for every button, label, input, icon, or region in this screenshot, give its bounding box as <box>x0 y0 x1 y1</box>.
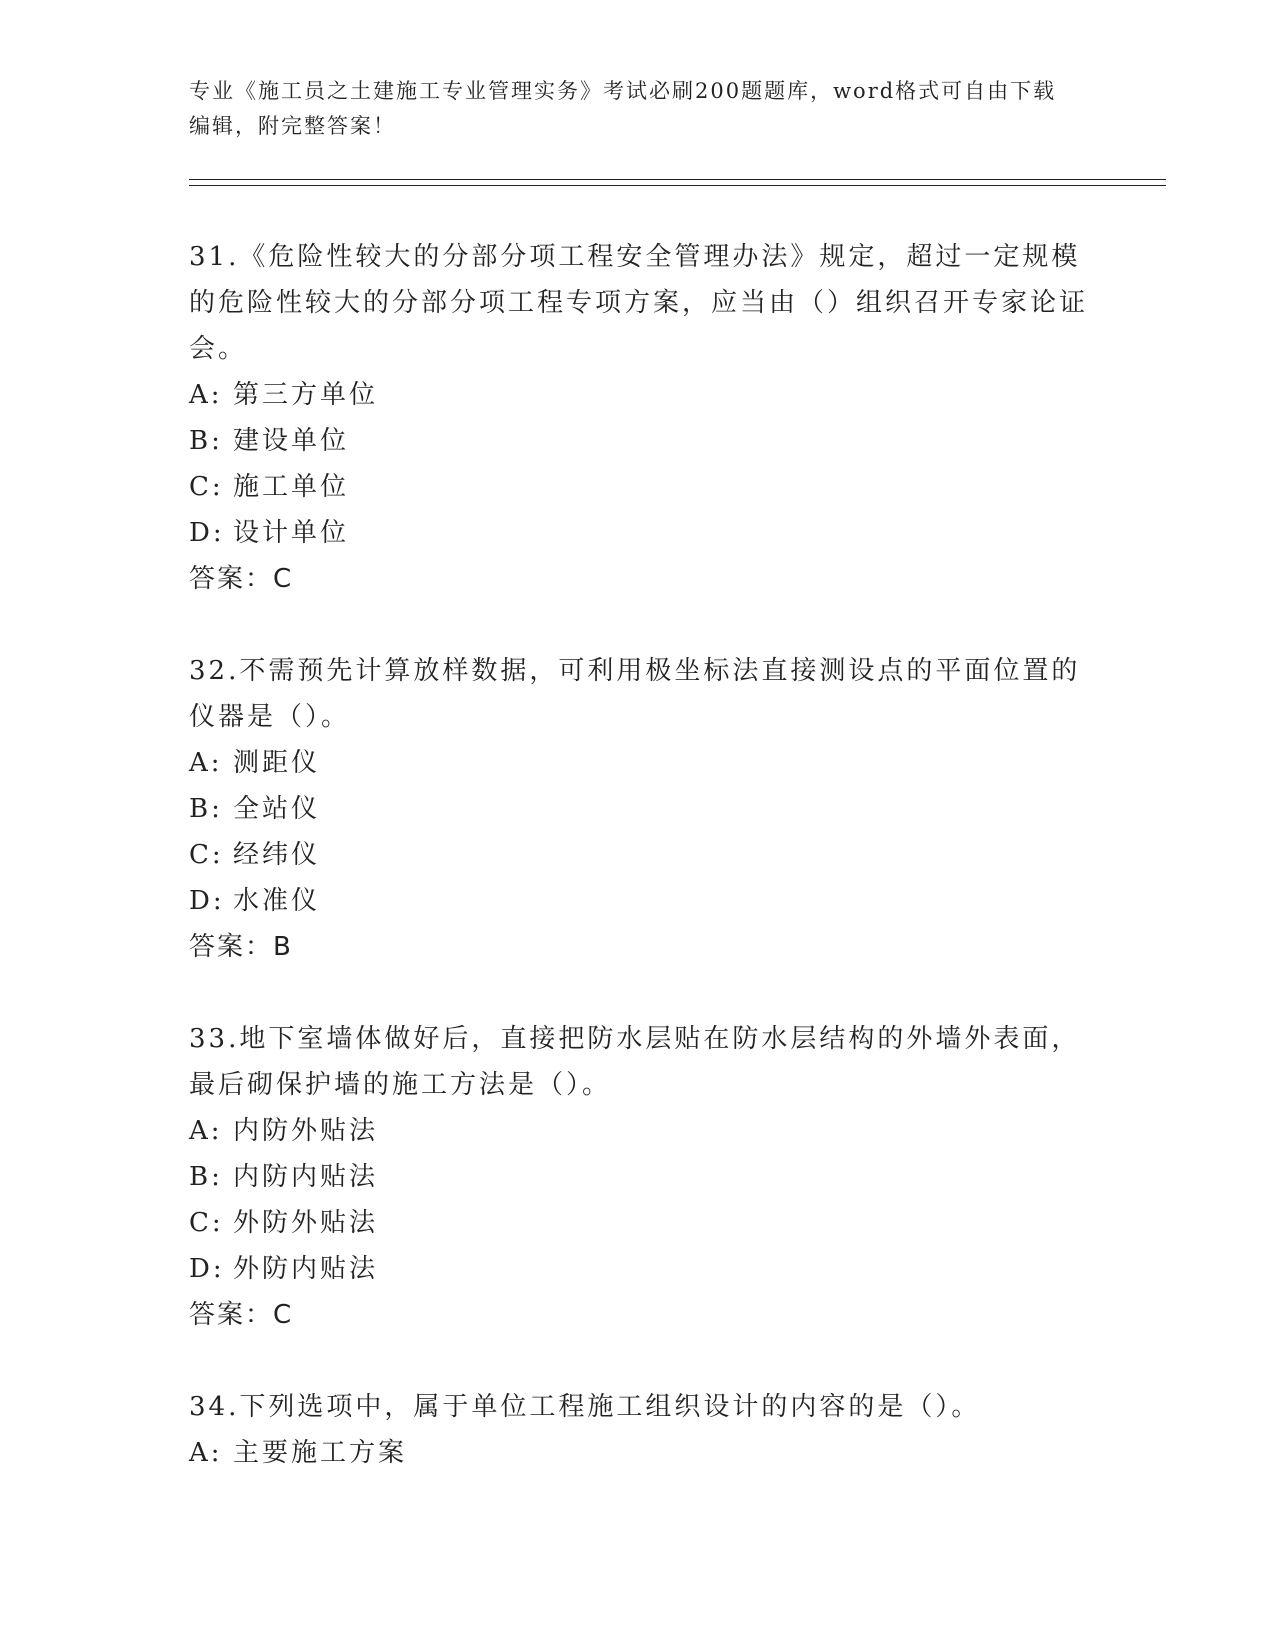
option-a <box>189 1108 1089 1154</box>
option-text: 设计单位 <box>233 518 350 548</box>
answer-line: 答案：C <box>189 1300 294 1330</box>
option-a <box>189 1430 1089 1476</box>
option-key: B: <box>189 794 223 824</box>
option-key: C: <box>189 1208 224 1238</box>
option-d <box>189 510 1089 556</box>
document-header: 专业《施工员之土建施工专业管理实务》考试必刷200题题库，word格式可自由下载编辑，附完整答案！ <box>189 79 1057 138</box>
option-text: 水准仪 <box>233 886 321 916</box>
answer-line: 答案：C <box>189 564 294 594</box>
option-text: 第三方单位 <box>233 380 379 410</box>
option-text: 测距仪 <box>233 748 321 778</box>
question-text: 31.《危险性较大的分部分项工程安全管理办法》规定，超过一定规模的危险性较大的分部分项工程专项方案，应当由（）组织召开专家论证会。 <box>189 242 1089 364</box>
option-a <box>189 740 1089 786</box>
option-text: 内防外贴法 <box>233 1116 379 1146</box>
option-c <box>189 464 1089 510</box>
option-key: D: <box>189 1254 225 1284</box>
question-31 <box>189 234 1089 602</box>
header-divider-bottom <box>189 185 1166 186</box>
question-text: 34.下列选项中，属于单位工程施工组织设计的内容的是（）。 <box>189 1392 981 1422</box>
option-d <box>189 1246 1089 1292</box>
option-text: 施工单位 <box>233 472 350 502</box>
question-text: 33.地下室墙体做好后，直接把防水层贴在防水层结构的外墙外表面，最后砌保护墙的施工方法是（）。 <box>189 1024 1081 1100</box>
option-c <box>189 832 1089 878</box>
option-text: 内防内贴法 <box>233 1162 379 1192</box>
option-key: C: <box>189 840 224 870</box>
option-key: D: <box>189 886 225 916</box>
option-text: 外防外贴法 <box>233 1208 379 1238</box>
option-a <box>189 372 1089 418</box>
question-33 <box>189 1016 1089 1338</box>
option-key: B: <box>189 1162 223 1192</box>
option-key: D: <box>189 518 225 548</box>
option-key: A: <box>189 1116 223 1146</box>
option-key: C: <box>189 472 224 502</box>
option-key: B: <box>189 426 223 456</box>
option-c <box>189 1200 1089 1246</box>
option-text: 全站仪 <box>233 794 321 824</box>
question-32 <box>189 648 1089 970</box>
option-text: 外防内贴法 <box>233 1254 379 1284</box>
answer-line: 答案：B <box>189 932 293 962</box>
option-text: 经纬仪 <box>233 840 321 870</box>
option-d <box>189 878 1089 924</box>
option-b <box>189 786 1089 832</box>
option-key: A: <box>189 1438 223 1468</box>
question-text: 32.不需预先计算放样数据，可利用极坐标法直接测设点的平面位置的仪器是（）。 <box>189 656 1081 732</box>
option-text: 建设单位 <box>233 426 350 456</box>
header-divider-top <box>189 179 1166 180</box>
option-text: 主要施工方案 <box>233 1438 408 1468</box>
option-key: A: <box>189 380 223 410</box>
option-b <box>189 1154 1089 1200</box>
question-34 <box>189 1384 1089 1476</box>
option-key: A: <box>189 748 223 778</box>
option-b <box>189 418 1089 464</box>
